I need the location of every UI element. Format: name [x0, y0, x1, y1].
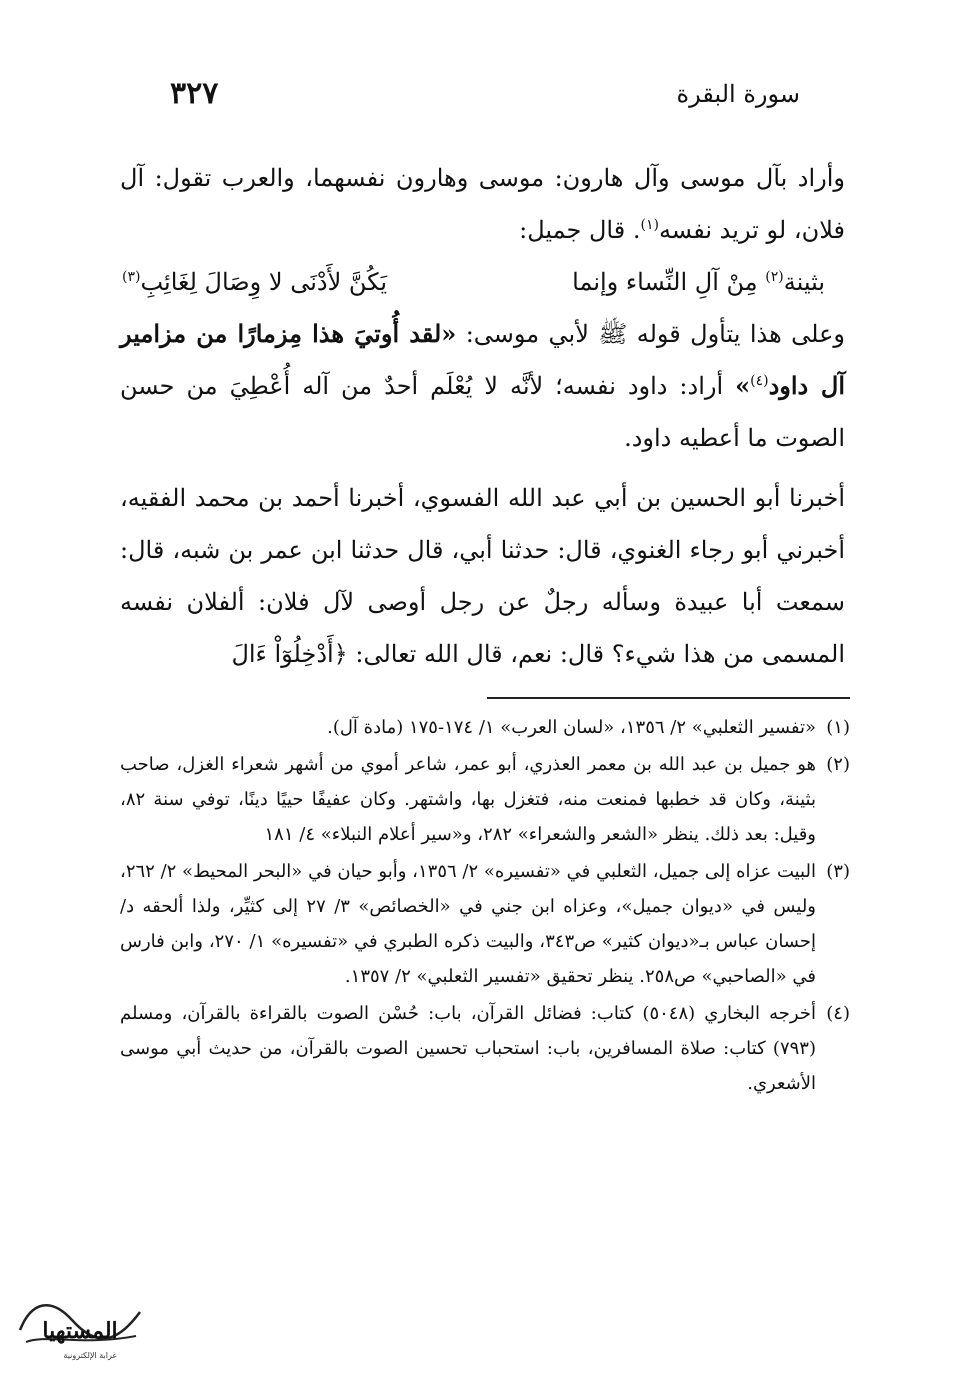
paragraph-1: وأراد بآل موسى وآل هارون: موسى وهارون نفسهما، والعرب تقول: آل فلان، لو تريد نفسه$^{(١)}$. قال جميل:	[120, 164, 845, 244]
footnote-ref-2[interactable]: (٢)	[765, 269, 784, 285]
footnote-3	[120, 854, 850, 994]
page-number: ٣٢٧	[170, 76, 219, 111]
logo-subtext: غرابة الإلكترونية	[63, 1351, 117, 1360]
footnote-number: (٢)	[826, 754, 850, 775]
footnote-2	[120, 747, 850, 852]
footnote-ref-3[interactable]: (٣)	[122, 269, 141, 285]
publisher-logo	[12, 1290, 147, 1368]
footnote-text: البيت عزاه إلى جميل، الثعلبي في «تفسيره» ٢/ ١٣٥٦، وأبو حيان في «البحر المحيط» ٢/ ٢٦٢، وليس في «ديوان جميل»، وعزاه ابن جني في «الخصائص» ٣/ ٢٧ إلى كثيِّر، ولذا ألحقه د/ إحسان عباس بـ«ديوان كثير» ص٣٤٣، والبيت ذكره الطبري في «تفسيره» ١/ ٢٧٠، وابن فارس في «الصاحبي» ص٢٥٨. ينظر تحقيق «تفسير الثعلبي» ٢/ ١٣٥٧.	[120, 861, 816, 987]
footnote-text: «تفسير الثعلبي» ٢/ ١٣٥٦، «لسان العرب» ١/ ١٧٤-١٧٥ (مادة آل).	[327, 717, 816, 738]
sura-title: سورة البقرة	[676, 80, 800, 108]
paragraph-3: أخبرنا أبو الحسين بن أبي عبد الله الفسوي، أخبرنا أحمد بن محمد الفقيه، أخبرني أبو رجاء الغنوي، قال: حدثنا أبي، قال حدثنا ابن عمر بن شبه، قال: سمعت أبا عبيدة وسأله رجلٌ عن رجل أوصى لآل فلان: ألفلان نفسه المسمى من هذا شيء؟ قال: نعم، قال الله تعالى: ﴿أَدْخِلُوٓاْ ءَالَ	[120, 484, 845, 668]
hadith-quote: «لقد أُوتيَ هذا مِزمارًا من مزامير آل داود	[120, 319, 845, 400]
footnote-4	[120, 996, 850, 1101]
page-header	[170, 76, 800, 120]
footnote-number: (٣)	[826, 861, 850, 882]
footnote-text: هو جميل بن عبد الله بن معمر العذري، أبو عمر، شاعر أموي من أشهر شعراء الغزل، صاحب بثينة، وكان قد خطبها فمنعت منه، فتغزل بها، واشتهر. وكان عفيفًا حييًا دينًا، توفي سنة ٨٢، وقيل: بعد ذلك. ينظر «الشعر والشعراء» ٢٨٢، و«سير أعلام النبلاء» ٤/ ١٨١	[120, 754, 817, 845]
footnote-number: (٤)	[826, 1003, 850, 1024]
footnote-1	[120, 710, 850, 745]
footnote-separator	[487, 697, 850, 699]
footnote-ref-4[interactable]: (٤)	[750, 373, 769, 389]
footnotes	[120, 710, 850, 1103]
footnote-ref-1[interactable]: (١)	[640, 217, 659, 233]
poem-second-hemistich: يَكُنَّ لأَدْنَى لا وِصَالَ لِغَائِبِ$^{(٣)}$	[122, 268, 388, 296]
footnote-text: أخرجه البخاري (٥٠٤٨) كتاب: فضائل القرآن، باب: حُسْن الصوت بالقراءة بالقرآن، ومسلم (٧٩٣) كتاب: صلاة المسافرين، باب: استحباب تحسين الصوت بالقرآن، من حديث أبي موسى الأشعري.	[120, 1003, 816, 1094]
paragraph-2: وعلى هذا يتأول قوله ﷺ لأبي موسى: «لقد أُوتيَ هذا مِزمارًا من مزامير آل داود$^{(٤)}$» أراد: داود نفسه؛ لأنَّه لا يُعْلَم أحدٌ من آله أُعْطِيَ من حسن الصوت ما أعطيه داود.	[120, 319, 845, 452]
footnote-number: (١)	[826, 717, 850, 738]
main-text	[120, 152, 845, 680]
logo-text: المستهيا	[42, 1318, 118, 1344]
poem-first-hemistich: بثينة$^{(٢)}$ مِنْ آلِ النِّساء وإنما	[572, 268, 825, 296]
poem-verse	[120, 256, 845, 308]
